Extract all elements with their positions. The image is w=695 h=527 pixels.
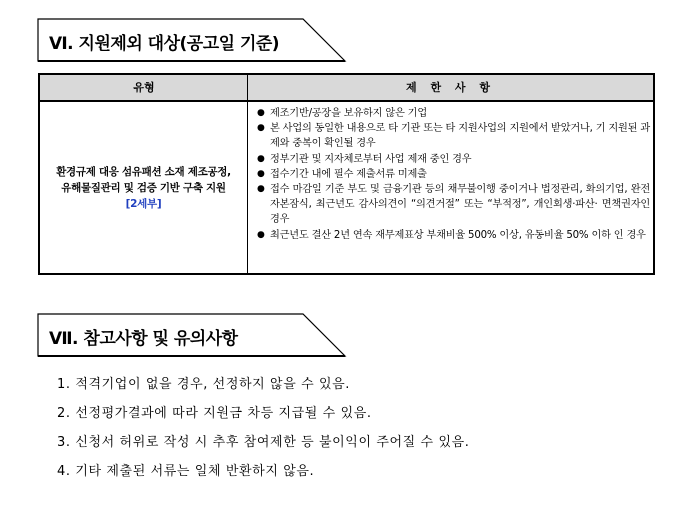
bullet-icon: ● [257, 153, 265, 164]
restriction-item: ● 정부기관 및 지자체로부터 사업 제재 중인 경우 [252, 152, 650, 167]
notes-list [57, 370, 657, 486]
section-title: Ⅶ. 참고사항 및 유의사항 [49, 329, 238, 349]
exclusion-table [38, 73, 655, 275]
restriction-item: ● 최근년도 결산 2년 연속 재무제표상 부채비율 500% 이상, 유동비율 50% 이하 인 경우 [252, 228, 650, 243]
bullet-icon: ● [257, 184, 265, 195]
restriction-cell [252, 106, 650, 243]
restriction-item: ● 제조기반/공장을 보유하지 않은 기업 [252, 106, 650, 121]
column-header-type: 유형 [133, 81, 155, 94]
section-header-exclusions [37, 18, 347, 62]
note-item: 2. 선정평가결과에 따라 지원금 차등 지급될 수 있음. [57, 406, 372, 421]
bullet-icon: ● [257, 229, 265, 240]
restriction-item: ● 접수기간 내에 필수 제출서류 미제출 [252, 167, 650, 182]
note-item: 3. 신청서 허위로 작성 시 추후 참여제한 등 불이익이 주어질 수 있음. [57, 435, 470, 450]
type-tag: [2세부] [125, 197, 162, 210]
table-header-row [40, 75, 653, 102]
note-item: 4. 기타 제출된 서류는 일체 반환하지 않음. [57, 464, 315, 479]
type-cell [40, 102, 247, 273]
note-item: 1. 적격기업이 없을 경우, 선정하지 않을 수 있음. [57, 377, 351, 392]
section-title: Ⅵ. 지원제외 대상(공고일 기준) [49, 34, 280, 54]
restriction-item: ● 본 사업의 동일한 내용으로 타 기관 또는 타 지원사업의 지원에서 받았거나, 기 지원된 과제와 중복이 확인될 경우 [257, 123, 650, 150]
section-header-notes [37, 313, 347, 357]
column-divider [247, 75, 248, 273]
type-line: 환경규제 대응 섬유패션 소재 제조공정, [56, 165, 231, 178]
restriction-item: ● 접수 마감일 기준 부도 및 금융기관 등의 채무불이행 중이거나 법정관리, 화의기업, 완전자본잠식, 최근년도 감사의견이 “의견거절” 또는 “부적정”, 개인회생·파산· 면책권자인 경우 [257, 184, 650, 226]
bullet-icon: ● [257, 168, 265, 179]
type-line: 유해물질관리 및 검증 기반 구축 지원 [61, 181, 226, 194]
bullet-icon: ● [257, 108, 265, 118]
bullet-icon: ● [257, 123, 265, 134]
column-header-restriction: 제 한 사 항 [406, 81, 495, 94]
restriction-list [252, 106, 650, 243]
